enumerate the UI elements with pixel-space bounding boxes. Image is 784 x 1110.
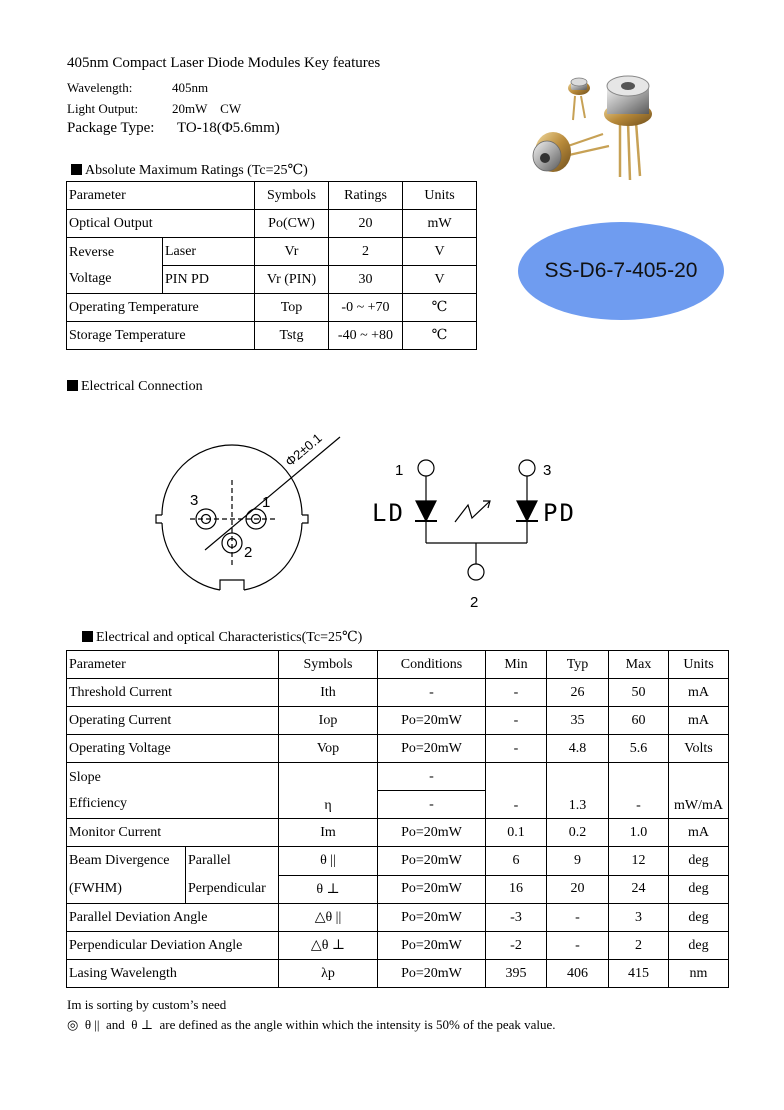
cell: 60 [609,707,669,735]
cell: 30 [329,266,403,294]
abs-max-title: Absolute Maximum Ratings (Tc=25℃) [85,163,308,178]
abs-max-title-row [71,162,308,179]
cell: 20 [547,875,609,904]
header-min: Min [486,651,547,679]
cell: 0.2 [547,819,609,847]
table-row [67,847,729,876]
cell: Threshold Current [67,679,279,707]
cell: V [403,266,477,294]
cell: 1.3 [547,763,609,819]
pd-label: PD [543,499,576,527]
cell: Vop [279,735,378,763]
cell: 50 [609,679,669,707]
header-units: Units [403,182,477,210]
cell: -40 ~ +80 [329,322,403,350]
cell: - [486,679,547,707]
cell: 6 [486,847,547,876]
cell: Operating Current [67,707,279,735]
cell: 4.8 [547,735,609,763]
cell: mA [669,819,729,847]
header-parameter: Parameter [67,651,279,679]
cell: deg [669,847,729,876]
header-typ: Typ [547,651,609,679]
cell: Po=20mW [378,904,486,932]
cell: 2 [609,932,669,960]
cell: Monitor Current [67,819,279,847]
header-ratings: Ratings [329,182,403,210]
cell: nm [669,960,729,988]
eo-title: Electrical and optical Characteristics(Tc=25℃) [96,630,363,645]
cell-text: Beam Divergence [69,853,170,868]
cell: Po(CW) [255,210,329,238]
light-output-row [67,101,242,117]
diameter-dimension: Φ2±0.1 [282,430,325,470]
electrical-connection-title-row [67,379,203,395]
reverse-voltage-cell [67,238,163,294]
cell: 3 [609,904,669,932]
cell: Operating Voltage [67,735,279,763]
cell: 12 [609,847,669,876]
cell-text: Voltage [69,270,112,286]
cell: 24 [609,875,669,904]
cell: Perpendicular [186,875,279,904]
table-row [67,238,477,266]
pkg-pin2-label: 2 [244,544,253,561]
cell: Operating Temperature [67,294,255,322]
cell: ℃ [403,294,477,322]
schematic-pin1-label: 1 [395,462,404,479]
cell: 1.0 [609,819,669,847]
cell: - [547,904,609,932]
table-row [67,651,729,679]
table-row [67,932,729,960]
table-row [67,904,729,932]
package-bottom-view [156,437,340,590]
cell: θ ⊥ [279,875,378,904]
cell: Ith [279,679,378,707]
cell: V [403,238,477,266]
cell: Laser [163,238,255,266]
electrical-connection-title: Electrical Connection [81,379,203,394]
wavelength-value: 405nm [172,80,209,95]
cell: -2 [486,932,547,960]
cell: 5.6 [609,735,669,763]
cell: Po=20mW [378,960,486,988]
key-features-title: 405nm Compact Laser Diode Modules Key features [67,55,381,71]
cell: PIN PD [163,266,255,294]
schematic-pin2-label: 2 [470,594,479,610]
cell: - [378,763,486,791]
table-row [67,707,729,735]
header-parameter: Parameter [67,182,255,210]
slope-efficiency-cell [67,763,279,819]
cell: - [378,679,486,707]
cell: 415 [609,960,669,988]
cell: Tstg [255,322,329,350]
cell: Lasing Wavelength [67,960,279,988]
cell: - [547,932,609,960]
cell: 35 [547,707,609,735]
cell: Vr [255,238,329,266]
cell: - [486,707,547,735]
cell: Storage Temperature [67,322,255,350]
cell: △θ ⊥ [279,932,378,960]
cell: mW [403,210,477,238]
cell: Parallel Deviation Angle [67,904,279,932]
cell: - [378,791,486,819]
cell: Po=20mW [378,707,486,735]
cell: 26 [547,679,609,707]
cell-text: Efficiency [69,795,128,811]
cell: deg [669,875,729,904]
light-output-value: 20mW CW [172,101,242,116]
cell: deg [669,904,729,932]
square-bullet-icon [82,631,93,642]
table-row [67,210,477,238]
cell-text: Slope [69,769,101,785]
cell: Optical Output [67,210,255,238]
cell: △θ || [279,904,378,932]
cell: mA [669,707,729,735]
cell: - [609,763,669,819]
pin-connection-diagram [150,425,600,610]
package-type-row [67,120,280,137]
beam-divergence-cell [67,847,186,904]
square-bullet-icon [67,380,78,391]
cell: 16 [486,875,547,904]
ld-label: LD [372,499,405,527]
header-units: Units [669,651,729,679]
package-type-label: Package Type: [67,120,155,136]
cell: ℃ [403,322,477,350]
cell: 395 [486,960,547,988]
cell: Perpendicular Deviation Angle [67,932,279,960]
cell: Volts [669,735,729,763]
table-row [67,960,729,988]
eo-title-row [82,629,362,646]
table-row [67,294,477,322]
cell: Po=20mW [378,735,486,763]
pkg-pin3-label: 3 [190,492,199,509]
cell: mW/mA [669,763,729,819]
light-output-label: Light Output: [67,101,139,116]
model-number-badge: SS-D6-7-405-20 [518,222,724,320]
cell: Po=20mW [378,847,486,876]
cell: θ || [279,847,378,876]
cell: 9 [547,847,609,876]
wavelength-label: Wavelength: [67,80,133,95]
cell: -0 ~ +70 [329,294,403,322]
cell: Po=20mW [378,819,486,847]
table-row [67,819,729,847]
cell: - [486,763,547,819]
eo-characteristics-table [66,650,729,988]
header-symbols: Symbols [279,651,378,679]
note-angle-definition: ◎ θ || and θ ⊥ are defined as the angle within which the intensity is 50% of the peak value. [67,1017,556,1032]
table-row [67,735,729,763]
cell: 0.1 [486,819,547,847]
cell: λp [279,960,378,988]
cell: -3 [486,904,547,932]
package-type-value: TO-18(Φ5.6mm) [177,120,280,136]
cell: η [279,763,378,819]
table-row [67,182,477,210]
abs-max-table [66,181,477,350]
cell-text: Reverse [69,244,115,260]
square-bullet-icon [71,164,82,175]
cell: deg [669,932,729,960]
cell: Im [279,819,378,847]
cell: Parallel [186,847,279,876]
table-row [67,679,729,707]
cell: Iop [279,707,378,735]
cell: 406 [547,960,609,988]
note-im-sorting: Im is sorting by custom’s need [67,997,227,1012]
wavelength-row [67,80,209,96]
schematic [415,460,538,580]
cell: Top [255,294,329,322]
table-row [67,322,477,350]
cell: Vr (PIN) [255,266,329,294]
cell: 20 [329,210,403,238]
cell-text: (FWHM) [69,881,122,896]
header-conditions: Conditions [378,651,486,679]
cell: 2 [329,238,403,266]
cell: Po=20mW [378,875,486,904]
cell: Po=20mW [378,932,486,960]
laser-diode-photo [525,72,700,184]
schematic-pin3-label: 3 [543,462,552,479]
header-symbols: Symbols [255,182,329,210]
cell: - [486,735,547,763]
table-row [67,763,729,791]
header-max: Max [609,651,669,679]
pkg-pin1-label: 1 [262,494,271,511]
cell: mA [669,679,729,707]
